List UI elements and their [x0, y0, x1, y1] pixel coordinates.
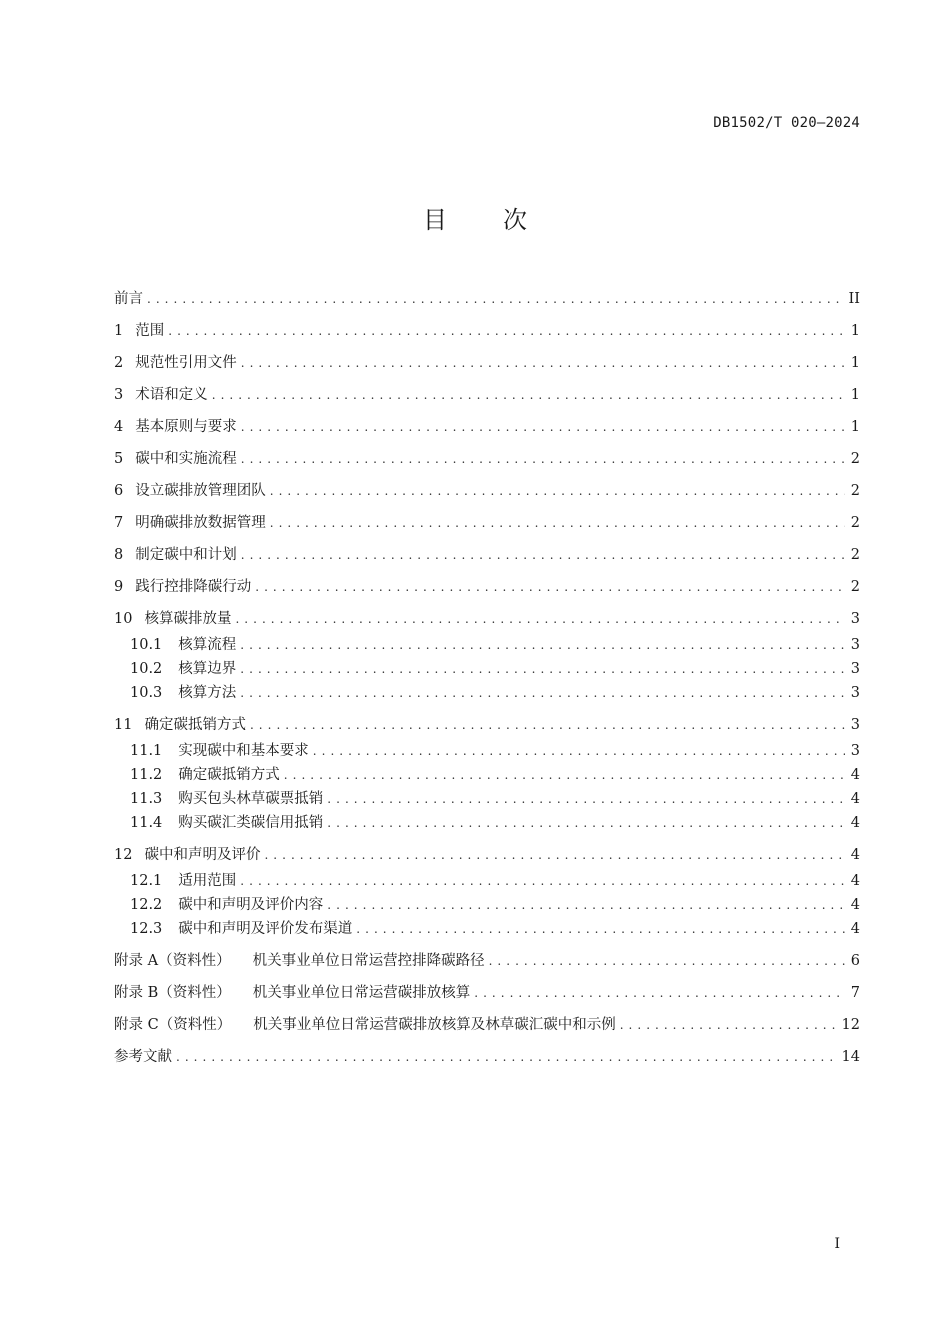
toc-entry-number: 12.3	[130, 921, 163, 937]
toc-entry-number: 11.4	[130, 815, 163, 831]
toc-entry[interactable]	[114, 319, 860, 351]
toc-entry-label: 机关事业单位日常运营控排降碳路径	[252, 953, 485, 969]
toc-entry-number: 5	[114, 451, 124, 467]
toc-dot-leader	[270, 514, 845, 533]
toc-entry-number: 12	[114, 847, 133, 863]
toc-entry-label: 核算边界	[178, 661, 237, 677]
toc-title: 目次	[423, 206, 583, 234]
toc-entry[interactable]	[114, 813, 860, 843]
toc-entry-label: 碳中和声明及评价内容	[178, 897, 324, 913]
toc-entry-number: 7	[114, 515, 124, 531]
toc-dot-leader	[250, 716, 845, 735]
toc-entry[interactable]	[114, 713, 860, 741]
toc-entry[interactable]	[114, 479, 860, 511]
toc-entry[interactable]	[114, 383, 860, 415]
toc-entry-page: 12	[841, 1017, 860, 1033]
toc-entry-page: 2	[850, 483, 860, 499]
toc-entry-number: 8	[114, 547, 124, 563]
toc-entry-number: 12.1	[130, 873, 163, 889]
toc-dot-leader	[240, 660, 844, 679]
toc-entry-number: 11.3	[130, 791, 163, 807]
toc-entry[interactable]	[114, 351, 860, 383]
toc-entry[interactable]	[114, 511, 860, 543]
toc-dot-leader	[168, 322, 845, 341]
toc-dot-leader	[474, 984, 845, 1003]
toc-dot-leader	[235, 610, 844, 629]
toc-entry-number: 附录 B（资料性）	[114, 985, 231, 1001]
toc-entry-number: 3	[114, 387, 124, 403]
toc-dot-leader	[241, 546, 845, 565]
toc-entry-page: 1	[850, 387, 860, 403]
toc-entry-page: 6	[850, 953, 860, 969]
toc-entry-number: 4	[114, 419, 124, 435]
toc-entry-label: 机关事业单位日常运营碳排放核算及林草碳汇碳中和示例	[253, 1017, 616, 1033]
toc-dot-leader	[270, 482, 845, 501]
toc-entry-page: 1	[850, 419, 860, 435]
toc-entry-label: 核算流程	[178, 637, 237, 653]
toc-entry-label: 购买碳汇类碳信用抵销	[178, 815, 324, 831]
toc-entry-label: 购买包头林草碳票抵销	[178, 791, 324, 807]
toc-dot-leader	[240, 636, 844, 655]
toc-entry-number: 6	[114, 483, 124, 499]
toc-dot-leader	[241, 354, 845, 373]
toc-entry[interactable]	[114, 741, 860, 765]
toc-entry-label: 碳中和实施流程	[135, 451, 237, 467]
toc-entry-page: 3	[850, 611, 860, 627]
toc-dot-leader	[240, 684, 844, 703]
toc-entry-label: 践行控排降碳行动	[135, 579, 252, 595]
toc-entry[interactable]	[114, 575, 860, 607]
toc-entry-label: 参考文献	[114, 1049, 172, 1065]
toc-entry-page: 4	[850, 921, 860, 937]
toc-entry-page: 4	[850, 873, 860, 889]
toc-dot-leader	[255, 578, 845, 597]
toc-entry[interactable]	[114, 635, 860, 659]
toc-entry-page: 4	[850, 847, 860, 863]
toc-entry-number: 11	[114, 717, 133, 733]
toc-entry-page: 4	[850, 791, 860, 807]
toc-entry-label: 机关事业单位日常运营碳排放核算	[252, 985, 471, 1001]
toc-entry-label: 规范性引用文件	[135, 355, 237, 371]
toc-entry-page: 3	[850, 717, 860, 733]
toc-entry[interactable]	[114, 543, 860, 575]
toc-entry-number: 9	[114, 579, 124, 595]
toc-entry-page: 3	[850, 637, 860, 653]
table-of-contents	[114, 287, 860, 1077]
toc-entry[interactable]	[114, 919, 860, 949]
toc-entry-page: 4	[850, 767, 860, 783]
toc-dot-leader	[620, 1016, 836, 1035]
toc-entry-page: 4	[850, 815, 860, 831]
toc-entry[interactable]	[114, 415, 860, 447]
toc-dot-leader	[356, 920, 844, 939]
toc-entry-number: 10	[114, 611, 133, 627]
toc-dot-leader	[284, 766, 845, 785]
toc-dot-leader	[327, 790, 844, 809]
toc-entry-number: 11.2	[130, 767, 163, 783]
toc-entry-label: 明确碳排放数据管理	[135, 515, 266, 531]
toc-entry[interactable]	[114, 765, 860, 789]
toc-entry[interactable]	[114, 981, 860, 1013]
toc-entry-label: 前言	[114, 291, 143, 307]
toc-dot-leader	[327, 896, 844, 915]
toc-entry-page: 7	[850, 985, 860, 1001]
toc-entry-page: 1	[850, 323, 860, 339]
toc-entry-number: 10.1	[130, 637, 163, 653]
toc-dot-leader	[313, 742, 845, 761]
toc-dot-leader	[147, 290, 843, 309]
toc-dot-leader	[212, 386, 845, 405]
toc-entry-page: 4	[850, 897, 860, 913]
toc-dot-leader	[241, 418, 845, 437]
document-code: DB1502/T 020—2024	[713, 115, 860, 131]
toc-entry-label: 范围	[135, 323, 165, 339]
toc-entry-page: 2	[850, 515, 860, 531]
toc-entry-page: 3	[850, 685, 860, 701]
toc-entry[interactable]	[114, 949, 860, 981]
toc-entry[interactable]	[114, 895, 860, 919]
toc-entry-page: 2	[850, 579, 860, 595]
toc-entry-page: 3	[850, 661, 860, 677]
toc-entry[interactable]	[114, 789, 860, 813]
toc-entry-number: 11.1	[130, 743, 163, 759]
toc-dot-leader	[176, 1048, 836, 1067]
toc-entry[interactable]	[114, 659, 860, 683]
toc-entry-number: 附录 C（资料性）	[114, 1017, 232, 1033]
toc-entry-label: 制定碳中和计划	[135, 547, 237, 563]
toc-entry-label: 核算方法	[178, 685, 237, 701]
toc-entry-number: 附录 A（资料性）	[114, 953, 231, 969]
toc-entry[interactable]	[114, 843, 860, 871]
toc-entry-page: II	[848, 291, 860, 307]
toc-entry-number: 12.2	[130, 897, 163, 913]
toc-entry[interactable]	[114, 607, 860, 635]
toc-dot-leader	[264, 846, 844, 865]
page-number: I	[834, 1236, 840, 1252]
toc-entry[interactable]	[114, 683, 860, 713]
toc-entry[interactable]	[114, 287, 860, 319]
toc-entry-label: 实现碳中和基本要求	[178, 743, 309, 759]
toc-entry-label: 适用范围	[178, 873, 237, 889]
toc-entry[interactable]	[114, 1045, 860, 1077]
toc-entry[interactable]	[114, 1013, 860, 1045]
toc-entry-label: 基本原则与要求	[135, 419, 237, 435]
toc-entry-label: 确定碳抵销方式	[144, 717, 246, 733]
toc-entry-page: 3	[850, 743, 860, 759]
toc-entry[interactable]	[114, 447, 860, 479]
toc-entry-page: 2	[850, 547, 860, 563]
toc-entry-label: 碳中和声明及评价	[144, 847, 261, 863]
toc-entry-page: 2	[850, 451, 860, 467]
toc-entry-page: 1	[850, 355, 860, 371]
toc-entry-number: 10.3	[130, 685, 163, 701]
toc-entry-page: 14	[841, 1049, 860, 1065]
toc-dot-leader	[240, 872, 844, 891]
toc-entry-number: 10.2	[130, 661, 163, 677]
toc-entry[interactable]	[114, 871, 860, 895]
toc-entry-label: 碳中和声明及评价发布渠道	[178, 921, 353, 937]
toc-dot-leader	[489, 952, 845, 971]
toc-entry-number: 2	[114, 355, 124, 371]
toc-entry-label: 核算碳排放量	[144, 611, 232, 627]
toc-entry-label: 确定碳抵销方式	[178, 767, 280, 783]
toc-entry-label: 设立碳排放管理团队	[135, 483, 266, 499]
toc-dot-leader	[241, 450, 845, 469]
toc-entry-number: 1	[114, 323, 124, 339]
toc-entry-label: 术语和定义	[135, 387, 208, 403]
toc-dot-leader	[327, 814, 844, 833]
